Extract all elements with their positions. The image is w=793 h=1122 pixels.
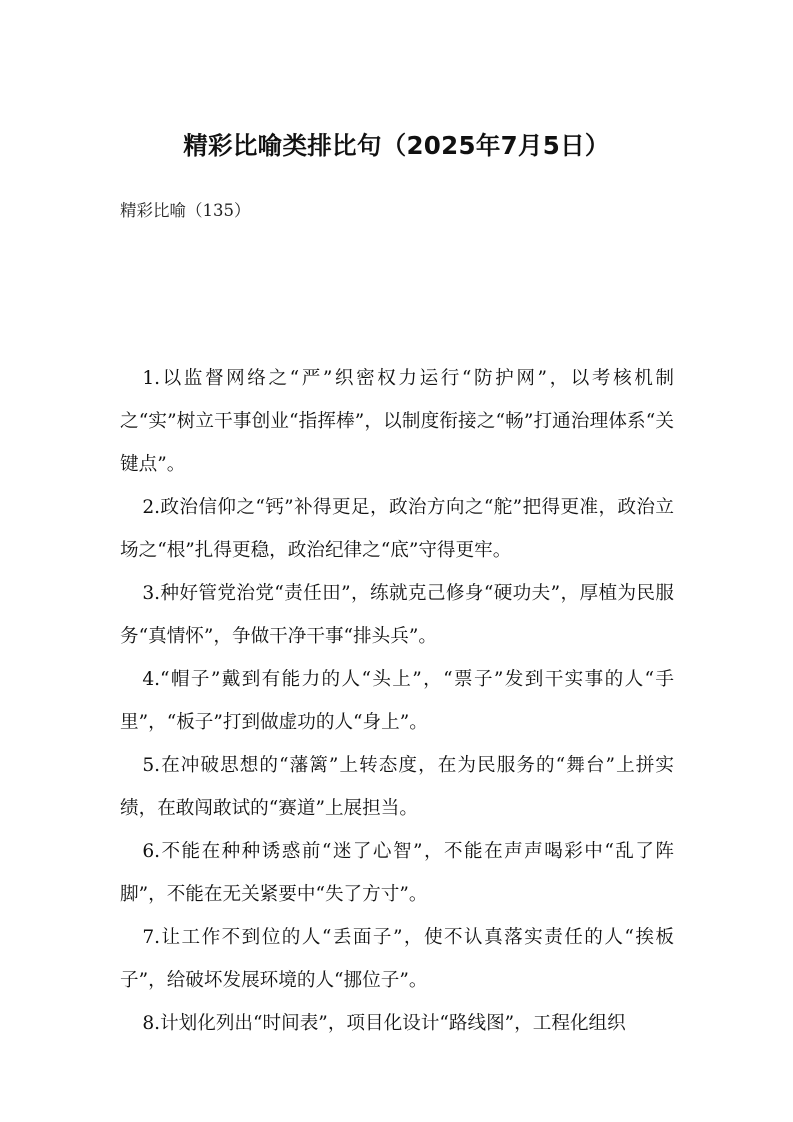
paragraph-5: 5.在冲破思想的“藩篱”上转态度，在为民服务的“舞台”上拼实绩，在敢闯敢试的“赛道”上展担当。 [120, 755, 674, 819]
paragraph-2: 2.政治信仰之“钙”补得更足，政治方向之“舵”把得更准，政治立场之“根”扎得更稳，政治纪律之“底”守得更牢。 [120, 497, 674, 561]
paragraph-3: 3.种好管党治党“责任田”，练就克己修身“硬功夫”，厚植为民服务“真情怀”，争做干净干事“排头兵”。 [120, 583, 674, 647]
document-title: 精彩比喻类排比句（2025年7月5日） [183, 131, 610, 160]
paragraph-8: 8.计划化列出“时间表”，项目化设计“路线图”，工程化组织 [142, 1013, 626, 1034]
paragraph-6: 6.不能在种种诱惑前“迷了心智”，不能在声声喝彩中“乱了阵脚”，不能在无关紧要中“失了方寸”。 [120, 841, 674, 905]
document-subtitle: 精彩比喻（135） [120, 201, 251, 220]
document-body [120, 357, 674, 1045]
paragraph-4: 4.“帽子”戴到有能力的人“头上”，“票子”发到干实事的人“手里”，“板子”打到做虚功的人“身上”。 [120, 669, 674, 733]
paragraph-1: 1.以监督网络之“严”织密权力运行“防护网”，以考核机制之“实”树立干事创业“指挥棒”，以制度衔接之“畅”打通治理体系“关键点”。 [120, 368, 674, 475]
paragraph-7: 7.让工作不到位的人“丢面子”，使不认真落实责任的人“挨板子”，给破坏发展环境的人“挪位子”。 [120, 927, 674, 991]
